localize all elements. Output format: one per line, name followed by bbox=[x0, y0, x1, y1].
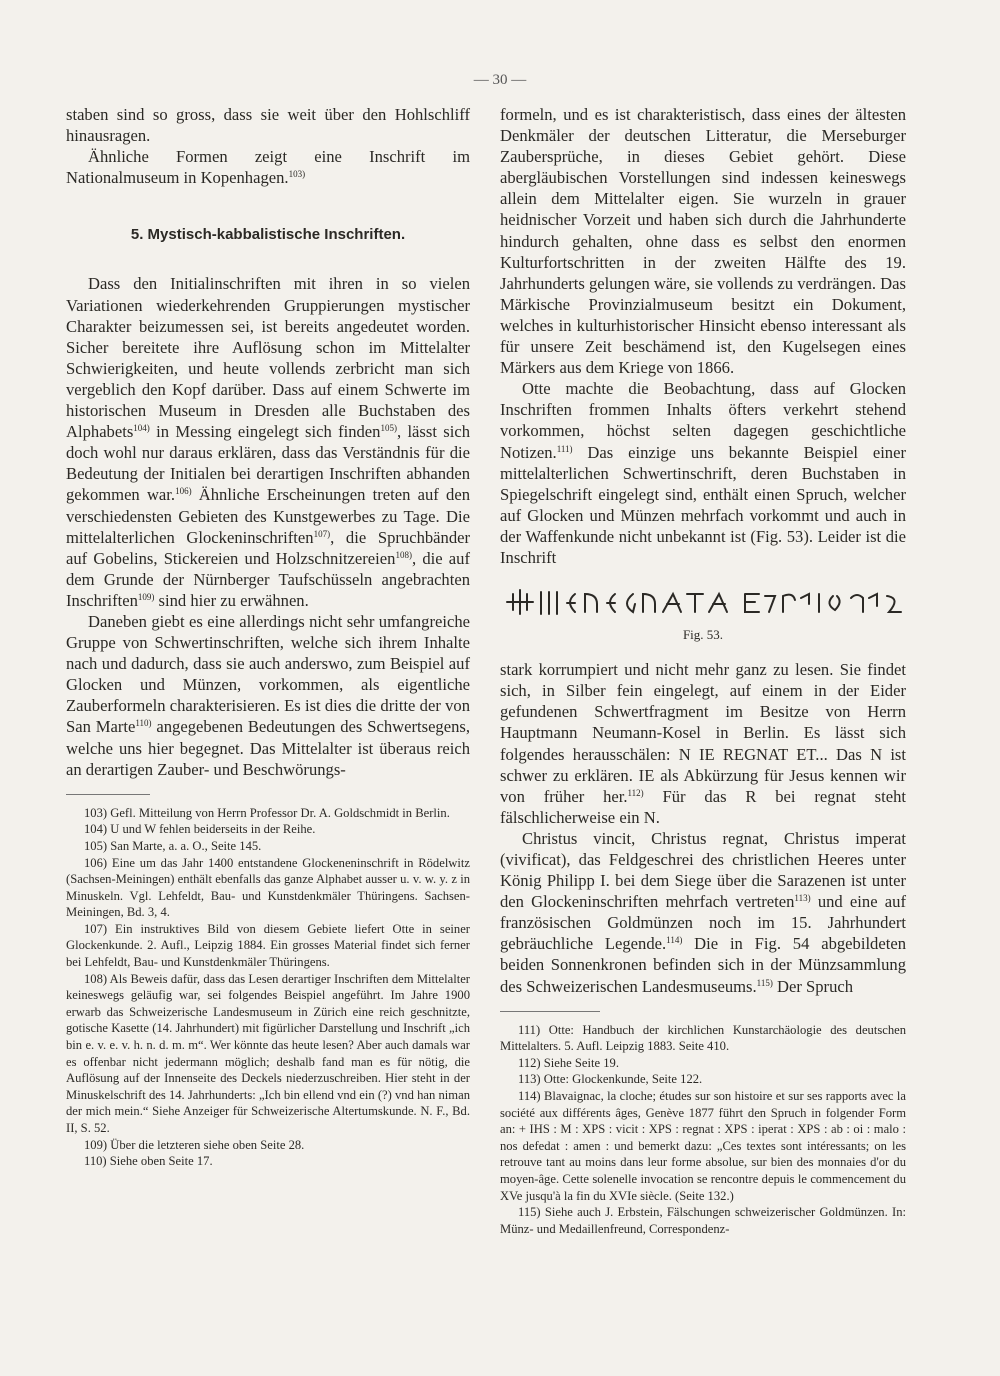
paragraph: Dass den Initialinschriften mit ihren in so vielen Variationen wiederkehrenden Gruppierungen mystischer Charakter beizumessen sei, ist bereits angedeutet worden. Sicher bereitete ihre Auflösung schon im Mittelalter Schwierigkeiten, und heute vollends zerbricht man sich vergeblich den Kopf darüber. Dass auf einem Schwerte im historischen Museum in Dresden alle Buchstaben des Alphabets$^{104)}$ in Messing eingelegt sich finden$^{105)}$, lässt sich doch wohl nur daraus erklären, dass das Verständnis für die Bedeutung der Initialen bei derartigen Inschriften abhanden gekommen war.$^{106)}$ Ähnliche Erscheinungen treten auf den verschiedensten Gebieten des Kunstgewerbes zu Tage. Die mittelalterlichen Glockeninschriften$^{107)}$, die Spruchbänder auf Gobelins, Stickereien und Holzschnitzereien$^{108)}$, die auf dem Grunde der Nürnberger Taufschüsseln angebrachten Inschriften$^{109)}$ sind hier zu erwähnen. bbox=[66, 274, 471, 610]
paragraph: Daneben giebt es eine allerdings nicht sehr umfangreiche Gruppe von Schwertinschriften, welche sich ihrem Inhalte nach und dadurch, dass sie auch anderswo, zum Beispiel auf Glocken und Münzen, vorkommen, als eigentliche Zauberformeln charakterisieren. Es ist dies die dritte der von San Marte$^{110)}$ angegebenen Bedeutungen des Schwertsegens, welche uns hier begegnet. Das Mittelalter ist überaus reich an derartigen Zauber- und Beschwörungs- bbox=[66, 611, 470, 779]
footnote-ref[interactable]: 106) bbox=[175, 486, 192, 497]
paragraph: Christus vincit, Christus regnat, Christus imperat (vivificat), das Feldgeschrei des christlichen Heeres unter König Philipp I. bei dem Siege über die Sarazenen ist unter den Glockeninschriften mehrfach vertreten$^{113)}$ und eine auf französischen Goldmünzen noch im 15. Jahrhundert gebräuchliche Legende.$^{114)}$ Die in Fig. 54 abgebildeten beiden Sonnenkronen befinden sich in der Münzsammlung des Schweizerischen Landesmuseums.$^{115)}$ Der Spruch bbox=[500, 828, 906, 996]
footnote-ref[interactable]: 113) bbox=[794, 893, 811, 904]
footnote-ref[interactable]: 110) bbox=[135, 718, 152, 729]
footnote: 110) Siehe oben Seite 17. bbox=[84, 1154, 213, 1169]
footnote-ref[interactable]: 112) bbox=[627, 787, 644, 798]
footnote-ref[interactable]: 109) bbox=[137, 591, 155, 602]
footnote-divider bbox=[66, 794, 150, 795]
footnote: 103) Gefl. Mitteilung von Herrn Professor Dr. A. Goldschmidt in Berlin. bbox=[84, 805, 450, 820]
mirrored-inscription-image bbox=[503, 582, 903, 622]
footnote: 105) San Marte, a. a. O., Seite 145. bbox=[84, 838, 262, 853]
footnote-ref[interactable]: 104) bbox=[133, 423, 150, 434]
footnote: 104) U und W fehlen beiderseits in der Reihe. bbox=[84, 822, 316, 837]
footnote-ref[interactable]: 103) bbox=[288, 169, 306, 180]
footnote-ref[interactable]: 108) bbox=[395, 549, 412, 560]
footnote: 115) Siehe auch J. Erbstein, Fälschungen schweizerischer Goldmünzen. In: Münz- und Medaillenfreund, Correspondenz- bbox=[500, 1205, 906, 1236]
paragraph: staben sind so gross, dass sie weit über den Hohlschliff hinausragen. bbox=[66, 105, 470, 146]
footnote-ref[interactable]: 107) bbox=[313, 528, 331, 539]
figure-caption: Fig. 53. bbox=[682, 627, 724, 643]
footnote: 113) Otte: Glockenkunde, Seite 122. bbox=[518, 1072, 703, 1087]
footnote: 109) Über die letzteren siehe oben Seite 28. bbox=[84, 1137, 305, 1152]
footnote: 106) Eine um das Jahr 1400 entstandene Glockeneninschrift in Rödelwitz (Sachsen-Meiningen) enthält ebenfalls das ganze Alphabet ausser u. v. w. y. z in Minuskeln. Vgl. Lehfeldt, Bau- und Kunstdenkmäler Thüringens. Sachsen-Meiningen, Bd. 3, 4. bbox=[66, 855, 470, 920]
footnotes-right bbox=[500, 1022, 906, 1238]
footnote: 114) Blavaignac, la cloche; études sur son histoire et sur ses rapports avec la société aux différents âges, Genève 1877 führt den Spruch in folgender Form an: + IHS : M : XPS : vicit : XPS : regnat : XPS : iperat : XPS : ab : oi : malo : nos defedat : amen : und bemerkt dazu: „Ces textes sont intéressants; on les retrouve tant au moins dans leur forme absolue, sur bien des monnaies d'or du moyen-âge. Cette solenelle invocation se rencontre depuis le commencement du XVe jusqu'à la fin du XVIe siècle. (Seite 132.) bbox=[500, 1089, 906, 1203]
sword-inscription-figure bbox=[500, 582, 906, 622]
footnote-ref[interactable]: 105) bbox=[380, 423, 397, 434]
footnote: 112) Siehe Seite 19. bbox=[518, 1055, 619, 1070]
right-column bbox=[500, 104, 906, 1237]
footnote-divider bbox=[500, 1011, 600, 1012]
paragraph: formeln, und es ist charakteristisch, dass eines der ältesten Denkmäler der deutschen Litteratur, die Merseburger Zaubersprüche, in dieses Gebiet gehört. Diese abergläubischen Vorstellungen sind indessen keineswegs allein dem Mittelalter eigen. Sie wurzeln in grauer heidnischer Vorzeit und haben sich durch die Jahrhunderte hindurch gehalten, ohne dass es selbst den enormen Kulturfortschritten in der zweiten Hälfte des 19. Jahrhunderts gelungen wäre, sie vollends zu verdrängen. Das Märkische Provinzialmuseum besitzt ein Dokument, welches in kulturhistorischer Hinsicht ebenso interessant als für unsere Zeit beschämend ist, den Kugelsegen eines Märkers aus dem Kriege von 1866. bbox=[500, 105, 906, 378]
footnote-ref[interactable]: 111) bbox=[556, 443, 573, 454]
section-heading: 5. Mystisch-kabbalistische Inschriften. bbox=[130, 226, 406, 244]
paragraph: Ähnliche Formen zeigt eine Inschrift im Nationalmuseum in Kopenhagen.$^{103)}$ bbox=[66, 147, 470, 188]
page-number: — 30 — bbox=[473, 72, 527, 88]
paragraph: Otte machte die Beobachtung, dass auf Glocken Inschriften frommen Inhalts öfters verkehrt stehend vorkommen, höchst selten dagegen geschichtliche Notizen.$^{111)}$ Das einzige uns bekannte Beispiel einer mittelalterlichen Schwertinschrift, deren Buchstaben in Spiegelschrift eingelegt sind, enthält einen Spruch, welcher auf Glocken und Münzen mehrfach vorkommt und auch in der Waffenkunde nicht unbekannt ist (Fig. 53). Leider ist die Inschrift bbox=[500, 379, 906, 567]
footnote: 107) Ein instruktives Bild von diesem Gebiete liefert Otte in seiner Glockenkunde. 2. Aufl., Leipzig 1884. Ein grosses Material findet sich ferner bei Lehfeldt, Bau- und Kunstdenkmäler Thüringens. bbox=[66, 921, 470, 970]
footnotes-left bbox=[66, 805, 470, 1170]
paragraph: stark korrumpiert und nicht mehr ganz zu lesen. Sie findet sich, in Silber fein eingelegt, auf einem in der Eider gefundenen Schwertfragment im Besitze von Herrn Hauptmann Neumann-Kosel in Berlin. Es lässt sich folgendes herausschälen: N IE REGNAT ET... Das N ist schwer zu erklären. IE als Abkürzung für Jesus kennen wir von früher her.$^{112)}$ Für das R bei regnat steht fälschlicherweise ein N. bbox=[500, 660, 906, 827]
left-column bbox=[66, 104, 470, 1170]
footnote: 108) Als Beweis dafür, dass das Lesen derartiger Inschriften dem Mittelalter keineswegs geläufig war, sei folgendes Beispiel angeführt. Im Jahre 1900 erwarb das Schweizerische Landesmuseum in Zürich eine reich geschnitzte, gotische Kasette (14. Jahrhundert) mit figürlicher Darstellung und Inschrift „ich bin e. v. e. v. h. n. d. m. m“. Wer könnte das heute lesen? Aber auch damals war es offenbar nicht jedermann möglich; deshalb fand man es für nötig, die Auflösung auf der Innenseite des Deckels niederzuschreiben. Hier steht in der Minuskelschrift des 14. Jahrhunderts: „Ich bin ellend vnd ein (?) vnd han niman der mich mein.“ Siehe Anzeiger für Schweizerische Altertumskunde. N. F., Bd. II, S. 52. bbox=[66, 971, 470, 1135]
footnote-ref[interactable]: 114) bbox=[666, 935, 683, 946]
footnote: 111) Otte: Handbuch der kirchlichen Kunstarchäologie des deutschen Mittelalters. 5. Aufl. Leipzig 1883. Seite 410. bbox=[500, 1022, 906, 1054]
footnote-ref[interactable]: 115) bbox=[756, 977, 773, 988]
